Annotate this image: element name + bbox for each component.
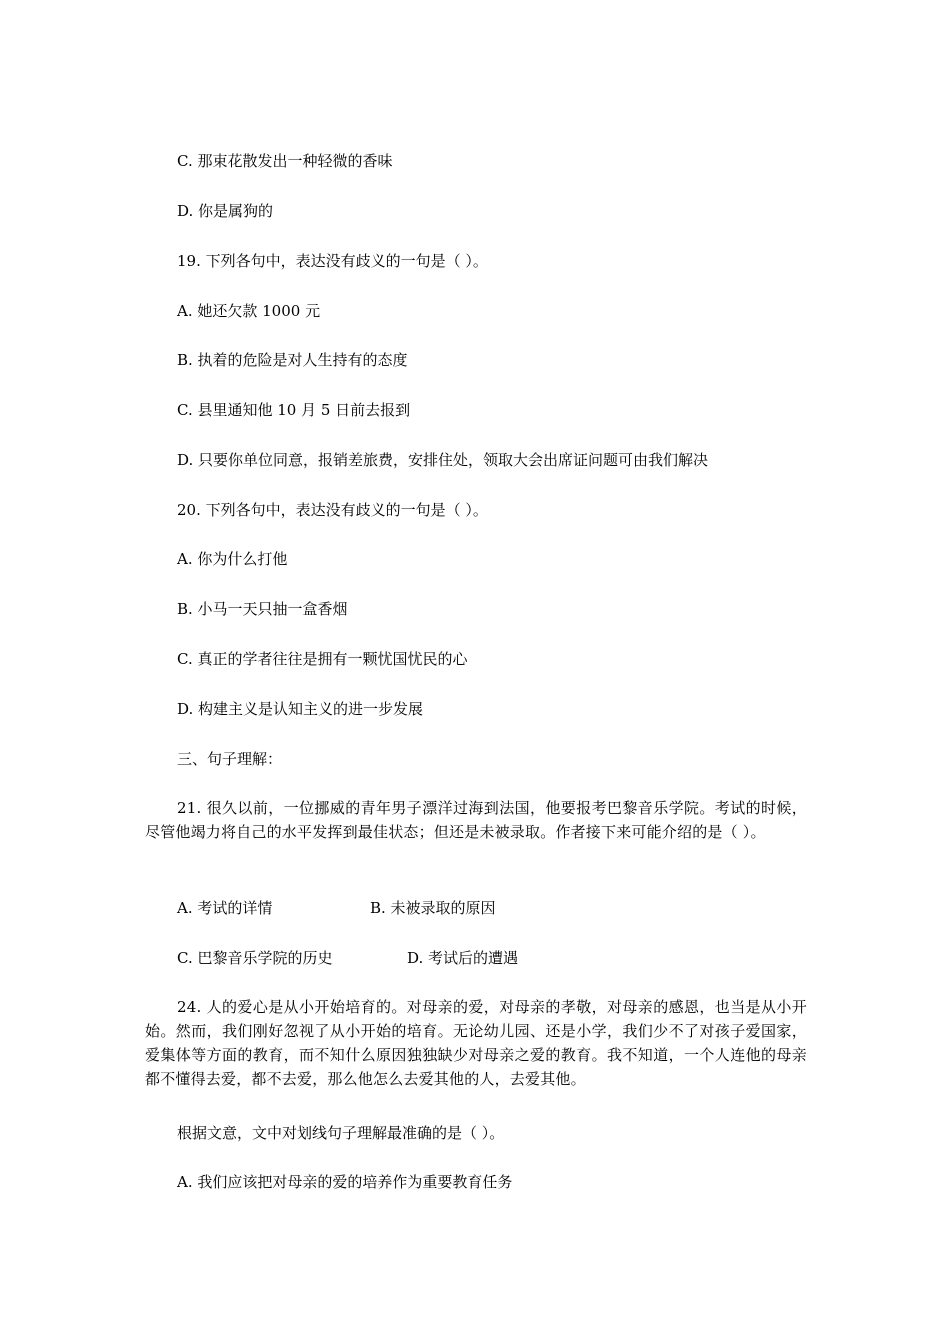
q19-option-a: A. 她还欠款 1000 元: [177, 302, 321, 320]
q20-option-d: D. 构建主义是认知主义的进一步发展: [177, 700, 424, 718]
q19-option-d: D. 只要你单位同意，报销差旅费，安排住处，领取大会出席证问题可由我们解决: [177, 451, 709, 469]
q21-options-row-1: [177, 898, 496, 918]
q21-options-row-2: [177, 948, 518, 968]
question-19: 19. 下列各句中，表达没有歧义的一句是（ ）。: [177, 252, 488, 270]
q21-option-c: C. 巴黎音乐学院的历史: [177, 949, 333, 967]
question-21: 21. 很久以前，一位挪威的青年男子漂洋过海到法国，他要报考巴黎音乐学院。考试的时候，尽管他竭力将自己的水平发挥到最佳状态；但还是未被录取。作者接下来可能介绍的是（ ）。: [145, 799, 807, 841]
q21-option-d: D. 考试后的遭遇: [407, 949, 519, 967]
q19-option-b: B. 执着的危险是对人生持有的态度: [177, 351, 408, 369]
q18-option-d: D. 你是属狗的: [177, 202, 274, 220]
q21-option-a: A. 考试的详情: [177, 899, 273, 917]
q24-prompt: 根据文意，文中对划线句子理解最准确的是（ ）。: [177, 1124, 505, 1142]
q24-option-a: A. 我们应该把对母亲的爱的培养作为重要教育任务: [177, 1173, 513, 1191]
question-20: 20. 下列各句中，表达没有歧义的一句是（ ）。: [177, 501, 488, 519]
question-24: 24. 人的爱心是从小开始培育的。对母亲的爱，对母亲的孝敬，对母亲的感恩，也当是从小开始。然而，我们刚好忽视了从小开始的培育。无论幼儿园、还是小学，我们少不了对孩子爱国家，爱集体等方面的教育，而不知什么原因独独缺少对母亲之爱的教育。我不知道，一个人连他的母亲都不懂得去爱，都不去爱，那么他怎么去爱其他的人，去爱其他。: [145, 998, 807, 1088]
q18-option-c: C. 那束花散发出一种轻微的香味: [177, 152, 393, 170]
q19-option-c: C. 县里通知他 10 月 5 日前去报到: [177, 401, 411, 419]
q20-option-c: C. 真正的学者往往是拥有一颗忧国忧民的心: [177, 650, 468, 668]
q20-option-a: A. 你为什么打他: [177, 550, 288, 568]
section-heading-3: 三、句子理解：: [177, 750, 283, 768]
q21-option-b: B. 未被录取的原因: [370, 899, 496, 917]
q20-option-b: B. 小马一天只抽一盒香烟: [177, 600, 348, 618]
